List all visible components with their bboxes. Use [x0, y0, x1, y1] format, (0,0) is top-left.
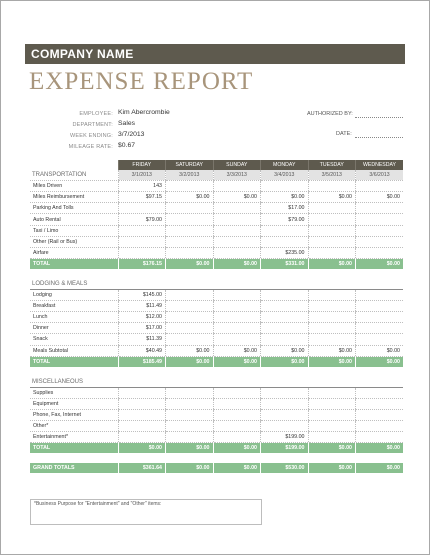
- expense-cell[interactable]: [308, 290, 356, 301]
- expense-cell[interactable]: [308, 203, 356, 214]
- expense-cell[interactable]: $11.39: [118, 334, 166, 345]
- expense-row-label: Dinner: [30, 323, 118, 334]
- expense-cell[interactable]: $145.00: [118, 290, 166, 301]
- expense-cell[interactable]: [213, 409, 261, 420]
- total-cell: $0.00: [166, 356, 214, 367]
- section-title: LODGING & MEALS: [30, 279, 403, 290]
- business-purpose-notes[interactable]: [30, 499, 262, 525]
- total-label: TOTAL: [30, 258, 118, 269]
- department-value[interactable]: Sales: [118, 120, 136, 127]
- expense-cell[interactable]: [118, 409, 166, 420]
- expense-row-label: Supplies: [30, 387, 118, 398]
- expense-cell[interactable]: $0.00: [261, 345, 309, 356]
- expense-cell[interactable]: $0.00: [356, 192, 404, 203]
- date-cell[interactable]: 3/3/2013: [213, 170, 261, 181]
- expense-cell[interactable]: [356, 334, 404, 345]
- total-cell: $331.00: [261, 258, 309, 269]
- day-header: SATURDAY: [166, 160, 214, 170]
- expense-cell[interactable]: $17.00: [118, 323, 166, 334]
- expense-cell[interactable]: $11.49: [118, 301, 166, 312]
- expense-row-label: Entertainment*: [30, 432, 118, 443]
- expense-row: [30, 192, 403, 203]
- grand-total-cell: $0.00: [356, 463, 404, 473]
- expense-cell[interactable]: [356, 203, 404, 214]
- expense-cell[interactable]: [308, 225, 356, 236]
- expense-cell[interactable]: [166, 387, 214, 398]
- expense-cell[interactable]: [308, 181, 356, 192]
- date-cell[interactable]: 3/1/2013: [118, 170, 166, 181]
- section-header-row: [30, 279, 403, 290]
- expense-cell[interactable]: [261, 236, 309, 247]
- spacer-row: [30, 367, 403, 377]
- expense-cell[interactable]: [261, 387, 309, 398]
- expense-cell[interactable]: [213, 323, 261, 334]
- expense-cell[interactable]: [356, 312, 404, 323]
- header-blank-cell: [30, 160, 118, 170]
- expense-cell[interactable]: 143: [118, 181, 166, 192]
- expense-cell[interactable]: [213, 290, 261, 301]
- expense-cell[interactable]: [213, 387, 261, 398]
- expense-cell[interactable]: [261, 334, 309, 345]
- expense-cell[interactable]: [166, 225, 214, 236]
- total-cell: $185.49: [118, 356, 166, 367]
- expense-table: [30, 160, 403, 473]
- total-label: TOTAL: [30, 356, 118, 367]
- expense-cell[interactable]: $199.00: [261, 432, 309, 443]
- grand-total-cell: $0.00: [213, 463, 261, 473]
- expense-row: [30, 432, 403, 443]
- total-cell: $0.00: [166, 443, 214, 454]
- expense-cell[interactable]: [261, 421, 309, 432]
- expense-cell[interactable]: [166, 398, 214, 409]
- expense-cell[interactable]: [356, 398, 404, 409]
- section-title: MISCELLANEOUS: [30, 377, 403, 388]
- expense-row: [30, 290, 403, 301]
- expense-cell[interactable]: [356, 409, 404, 420]
- expense-cell[interactable]: [166, 432, 214, 443]
- expense-cell[interactable]: [356, 247, 404, 258]
- expense-cell[interactable]: [261, 301, 309, 312]
- day-header: FRIDAY: [118, 160, 166, 170]
- total-cell: $0.00: [213, 258, 261, 269]
- expense-cell[interactable]: [261, 409, 309, 420]
- employee-value[interactable]: Kim Abercrombie: [118, 109, 170, 116]
- expense-row-label: Equipment: [30, 398, 118, 409]
- expense-cell[interactable]: [213, 214, 261, 225]
- day-header: MONDAY: [261, 160, 309, 170]
- spacer-cell: [30, 269, 403, 279]
- expense-cell[interactable]: [356, 432, 404, 443]
- expense-cell[interactable]: [118, 421, 166, 432]
- date-cell[interactable]: 3/2/2013: [166, 170, 214, 181]
- spacer-row: [30, 453, 403, 463]
- expense-cell[interactable]: [166, 409, 214, 420]
- date-field[interactable]: [355, 137, 403, 138]
- total-cell: $0.00: [356, 443, 404, 454]
- grand-total-cell: $0.00: [308, 463, 356, 473]
- date-row: [30, 170, 403, 181]
- total-cell: $0.00: [308, 258, 356, 269]
- expense-cell[interactable]: [166, 247, 214, 258]
- total-cell: $176.15: [118, 258, 166, 269]
- expense-cell[interactable]: [356, 421, 404, 432]
- expense-row: [30, 398, 403, 409]
- expense-cell[interactable]: [308, 409, 356, 420]
- expense-cell[interactable]: [261, 323, 309, 334]
- expense-row-label: Other*: [30, 421, 118, 432]
- grand-total-cell: $0.00: [166, 463, 214, 473]
- total-cell: $199.00: [261, 443, 309, 454]
- expense-cell[interactable]: [261, 398, 309, 409]
- section-total-row: [30, 443, 403, 454]
- expense-cell[interactable]: [356, 301, 404, 312]
- expense-row-label: Parking And Tolls: [30, 203, 118, 214]
- expense-cell[interactable]: $0.00: [213, 192, 261, 203]
- expense-cell[interactable]: [166, 421, 214, 432]
- date-cell[interactable]: 3/6/2013: [356, 170, 404, 181]
- expense-cell[interactable]: $0.00: [213, 345, 261, 356]
- expense-cell[interactable]: $0.00: [308, 192, 356, 203]
- expense-cell[interactable]: [166, 203, 214, 214]
- week-ending-value[interactable]: 3/7/2013: [118, 131, 145, 138]
- expense-cell[interactable]: $97.15: [118, 192, 166, 203]
- expense-row-label: Airfare: [30, 247, 118, 258]
- expense-cell[interactable]: $0.00: [166, 345, 214, 356]
- expense-row: [30, 323, 403, 334]
- authorized-by-label: AUTHORIZED BY:: [307, 111, 353, 117]
- week-ending-label: WEEK ENDING:: [69, 133, 113, 139]
- expense-cell[interactable]: $0.00: [308, 345, 356, 356]
- company-header-bar: [25, 44, 405, 64]
- total-cell: $0.00: [213, 356, 261, 367]
- expense-cell[interactable]: [213, 181, 261, 192]
- section-title: TRANSPORTATION: [30, 170, 118, 181]
- expense-cell[interactable]: [308, 421, 356, 432]
- expense-cell[interactable]: [166, 236, 214, 247]
- expense-cell[interactable]: [261, 312, 309, 323]
- day-header: TUESDAY: [308, 160, 356, 170]
- expense-cell[interactable]: [356, 323, 404, 334]
- total-label: TOTAL: [30, 443, 118, 454]
- authorized-by-field[interactable]: [355, 117, 403, 118]
- expense-cell[interactable]: $40.49: [118, 345, 166, 356]
- expense-cell[interactable]: [308, 214, 356, 225]
- expense-cell[interactable]: [118, 398, 166, 409]
- total-cell: $0.00: [308, 356, 356, 367]
- day-header: SUNDAY: [213, 160, 261, 170]
- expense-row-label: Other (Rail or Bus): [30, 236, 118, 247]
- expense-row: [30, 214, 403, 225]
- expense-cell[interactable]: [356, 214, 404, 225]
- total-cell: $0.00: [356, 258, 404, 269]
- expense-row: [30, 345, 403, 356]
- expense-cell[interactable]: [356, 290, 404, 301]
- expense-cell[interactable]: [118, 203, 166, 214]
- expense-row: [30, 301, 403, 312]
- spacer-cell: [30, 367, 403, 377]
- expense-cell[interactable]: $12.00: [118, 312, 166, 323]
- mileage-rate-label: MILEAGE RATE:: [68, 144, 113, 150]
- expense-row-label: Auto Rental: [30, 214, 118, 225]
- expense-cell[interactable]: $79.00: [118, 214, 166, 225]
- expense-cell[interactable]: [261, 225, 309, 236]
- expense-row-label: Miles Reimbursement: [30, 192, 118, 203]
- expense-row-label: Taxi / Limo: [30, 225, 118, 236]
- expense-cell[interactable]: [213, 398, 261, 409]
- expense-cell[interactable]: $0.00: [261, 192, 309, 203]
- expense-cell[interactable]: [308, 387, 356, 398]
- expense-cell[interactable]: $235.00: [261, 247, 309, 258]
- expense-row-label: Snack: [30, 334, 118, 345]
- expense-cell[interactable]: [308, 432, 356, 443]
- expense-cell[interactable]: [118, 236, 166, 247]
- expense-cell[interactable]: [213, 301, 261, 312]
- grand-total-label: GRAND TOTALS: [30, 463, 118, 473]
- expense-cell[interactable]: [166, 323, 214, 334]
- expense-cell[interactable]: [356, 181, 404, 192]
- expense-cell[interactable]: [308, 236, 356, 247]
- total-cell: $0.00: [118, 443, 166, 454]
- expense-cell[interactable]: [308, 301, 356, 312]
- expense-cell[interactable]: [213, 432, 261, 443]
- expense-row: [30, 181, 403, 192]
- expense-cell[interactable]: $79.00: [261, 214, 309, 225]
- expense-cell[interactable]: [213, 421, 261, 432]
- expense-row: [30, 225, 403, 236]
- expense-row-label: Lunch: [30, 312, 118, 323]
- expense-cell[interactable]: [308, 312, 356, 323]
- expense-cell[interactable]: [213, 203, 261, 214]
- expense-cell[interactable]: [166, 301, 214, 312]
- report-title: EXPENSE REPORT: [29, 68, 254, 95]
- grand-total-cell: $361.64: [118, 463, 166, 473]
- day-header: WEDNESDAY: [356, 160, 404, 170]
- expense-row: [30, 312, 403, 323]
- expense-cell[interactable]: [356, 225, 404, 236]
- expense-cell[interactable]: [166, 181, 214, 192]
- expense-cell[interactable]: [213, 334, 261, 345]
- expense-row: [30, 421, 403, 432]
- expense-cell[interactable]: [118, 225, 166, 236]
- expense-row: [30, 387, 403, 398]
- expense-cell[interactable]: [261, 181, 309, 192]
- expense-cell[interactable]: [308, 323, 356, 334]
- total-cell: $0.00: [213, 443, 261, 454]
- notes-label: *Business Purpose for "Entertainment" and "Other" items:: [34, 501, 162, 507]
- expense-cell[interactable]: [118, 432, 166, 443]
- expense-cell[interactable]: [356, 236, 404, 247]
- total-cell: $0.00: [356, 356, 404, 367]
- expense-cell[interactable]: [118, 387, 166, 398]
- mileage-rate-value[interactable]: $0.67: [118, 142, 136, 149]
- expense-cell[interactable]: [261, 290, 309, 301]
- expense-row-label: Miles Driven: [30, 181, 118, 192]
- section-total-row: [30, 356, 403, 367]
- date-cell[interactable]: 3/4/2013: [261, 170, 309, 181]
- department-label: DEPARTMENT:: [72, 122, 113, 128]
- expense-row-label: Phone, Fax, Internet: [30, 409, 118, 420]
- expense-row: [30, 236, 403, 247]
- expense-cell[interactable]: [118, 247, 166, 258]
- expense-row-label: Lodging: [30, 290, 118, 301]
- expense-cell[interactable]: [166, 312, 214, 323]
- expense-cell[interactable]: [213, 225, 261, 236]
- expense-cell[interactable]: [308, 398, 356, 409]
- expense-cell[interactable]: [213, 236, 261, 247]
- section-header-row: [30, 377, 403, 388]
- grand-total-cell: $530.00: [261, 463, 309, 473]
- expense-row-label: Breakfast: [30, 301, 118, 312]
- expense-cell[interactable]: $0.00: [356, 345, 404, 356]
- employee-label: EMPLOYEE:: [79, 111, 113, 117]
- expense-cell[interactable]: [308, 334, 356, 345]
- day-header-row: [30, 160, 403, 170]
- total-cell: $0.00: [166, 258, 214, 269]
- expense-row: [30, 334, 403, 345]
- date-cell[interactable]: 3/5/2013: [308, 170, 356, 181]
- expense-row: [30, 409, 403, 420]
- expense-row: [30, 203, 403, 214]
- expense-cell[interactable]: [308, 247, 356, 258]
- expense-cell[interactable]: $17.00: [261, 203, 309, 214]
- expense-row-label: Meals Subtotal: [30, 345, 118, 356]
- expense-row: [30, 247, 403, 258]
- total-cell: $0.00: [261, 356, 309, 367]
- total-cell: $0.00: [308, 443, 356, 454]
- expense-cell[interactable]: [213, 312, 261, 323]
- company-name[interactable]: COMPANY NAME: [31, 47, 134, 61]
- expense-cell[interactable]: [166, 214, 214, 225]
- expense-cell[interactable]: [166, 290, 214, 301]
- expense-cell[interactable]: [166, 334, 214, 345]
- spacer-cell: [30, 453, 403, 463]
- date-label: DATE:: [336, 131, 352, 137]
- expense-cell[interactable]: [213, 247, 261, 258]
- section-total-row: [30, 258, 403, 269]
- expense-cell[interactable]: $0.00: [166, 192, 214, 203]
- expense-cell[interactable]: [356, 387, 404, 398]
- spacer-row: [30, 269, 403, 279]
- grand-total-row: [30, 463, 403, 473]
